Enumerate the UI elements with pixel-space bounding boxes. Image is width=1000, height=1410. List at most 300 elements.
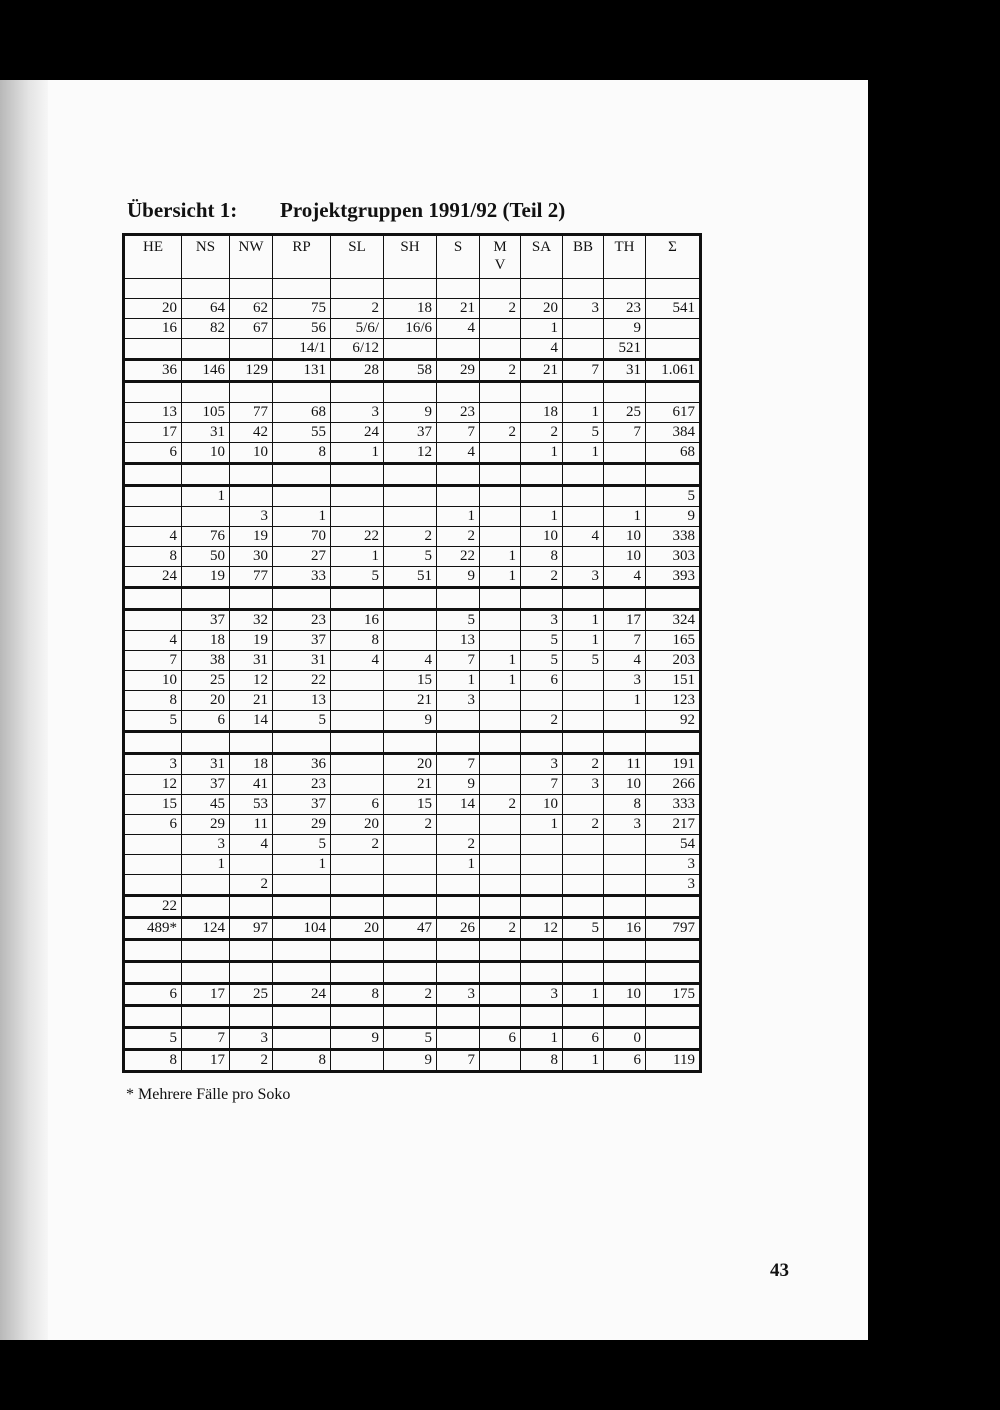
table-cell: 14 [437, 795, 480, 815]
table-cell [437, 486, 480, 507]
table-cell [521, 486, 563, 507]
table-cell: 2 [521, 423, 563, 443]
table-cell [521, 588, 563, 610]
table-cell: 5 [273, 835, 331, 855]
table-cell [273, 896, 331, 918]
table-cell [384, 339, 437, 360]
table-cell: 7 [563, 360, 604, 382]
table-cell [124, 1006, 182, 1028]
table-cell [646, 896, 701, 918]
table-cell: 37 [273, 631, 331, 651]
table-cell: 3 [437, 984, 480, 1006]
table-cell: 9 [604, 319, 646, 339]
table-cell: 19 [230, 631, 273, 651]
table-cell: 47 [384, 918, 437, 940]
table-row [124, 507, 701, 527]
table-cell [230, 1006, 273, 1028]
table-cell [124, 940, 182, 962]
table-cell [480, 631, 521, 651]
table-cell: 8 [604, 795, 646, 815]
table-cell: 3 [521, 984, 563, 1006]
table-cell: 2 [521, 567, 563, 588]
table-cell [124, 382, 182, 403]
table-cell [331, 1050, 384, 1072]
table-cell [480, 610, 521, 631]
table-cell [563, 382, 604, 403]
table-cell: 54 [646, 835, 701, 855]
table-row [124, 527, 701, 547]
table-cell: 105 [182, 403, 230, 423]
table-cell: 4 [563, 527, 604, 547]
table-cell [646, 940, 701, 962]
table-cell: 2 [521, 711, 563, 732]
table-cell: 6 [331, 795, 384, 815]
table-cell: 23 [273, 610, 331, 631]
table-cell [273, 464, 331, 486]
table-cell: 4 [331, 651, 384, 671]
table-cell [480, 896, 521, 918]
table-cell [646, 732, 701, 754]
table-cell: 1 [563, 443, 604, 464]
table-cell [273, 1028, 331, 1050]
table-cell: 3 [124, 754, 182, 775]
table-cell: 22 [124, 896, 182, 918]
table-cell: 21 [230, 691, 273, 711]
table-cell [273, 1006, 331, 1028]
table-cell: 129 [230, 360, 273, 382]
table-row [124, 631, 701, 651]
table-cell: 22 [331, 527, 384, 547]
table-cell: 31 [273, 651, 331, 671]
table-cell [604, 486, 646, 507]
table-cell [182, 940, 230, 962]
table-cell [646, 339, 701, 360]
table-cell [480, 711, 521, 732]
table-cell: 21 [437, 299, 480, 319]
table-cell: 37 [182, 610, 230, 631]
table-cell: 4 [521, 339, 563, 360]
table-cell: 8 [124, 1050, 182, 1072]
table-cell: 3 [563, 775, 604, 795]
table-cell: 68 [273, 403, 331, 423]
column-header: S [437, 235, 480, 279]
table-cell: 9 [437, 775, 480, 795]
table-cell: 131 [273, 360, 331, 382]
table-cell: 10 [124, 671, 182, 691]
table-cell: 0 [604, 1028, 646, 1050]
table-cell: 1 [182, 855, 230, 875]
table-cell [182, 339, 230, 360]
table-cell [384, 507, 437, 527]
table-cell: 37 [182, 775, 230, 795]
table-cell: 5 [331, 567, 384, 588]
table-cell [480, 464, 521, 486]
table-cell: 3 [521, 610, 563, 631]
table-cell: 20 [384, 754, 437, 775]
table-cell: 303 [646, 547, 701, 567]
table-cell: 9 [384, 711, 437, 732]
table-cell [331, 711, 384, 732]
table-cell [437, 382, 480, 403]
table-cell [480, 775, 521, 795]
table-cell [182, 896, 230, 918]
table-cell: 8 [124, 547, 182, 567]
table-row [124, 423, 701, 443]
table-cell: 5 [437, 610, 480, 631]
table-row [124, 610, 701, 631]
table-cell: 3 [437, 691, 480, 711]
table-cell [124, 486, 182, 507]
table-cell: 37 [273, 795, 331, 815]
table-cell [331, 464, 384, 486]
table-cell [563, 339, 604, 360]
table-cell: 4 [437, 443, 480, 464]
table-cell [331, 279, 384, 299]
table-cell [604, 711, 646, 732]
table-cell [437, 875, 480, 896]
table-cell [437, 339, 480, 360]
table-cell: 2 [331, 835, 384, 855]
column-header: HE [124, 235, 182, 279]
table-cell: 28 [331, 360, 384, 382]
table-cell [384, 940, 437, 962]
table-cell: 4 [604, 651, 646, 671]
table-cell: 123 [646, 691, 701, 711]
table-cell: 7 [437, 423, 480, 443]
table-cell: 42 [230, 423, 273, 443]
table-cell [124, 339, 182, 360]
column-header: NW [230, 235, 273, 279]
table-cell: 64 [182, 299, 230, 319]
table-cell [384, 962, 437, 984]
table-cell: 8 [273, 1050, 331, 1072]
table-cell [521, 835, 563, 855]
table-cell [230, 732, 273, 754]
overview-label: Übersicht 1: [127, 198, 238, 222]
table-cell: 9 [384, 1050, 437, 1072]
table-cell: 2 [480, 299, 521, 319]
table-cell: 203 [646, 651, 701, 671]
table-cell [331, 962, 384, 984]
table-cell: 5 [124, 1028, 182, 1050]
table-cell [437, 711, 480, 732]
table-cell: 10 [604, 984, 646, 1006]
table-cell [646, 1006, 701, 1028]
table-cell [182, 507, 230, 527]
table-cell [521, 1006, 563, 1028]
table-cell: 1 [563, 610, 604, 631]
table-cell [273, 962, 331, 984]
table-cell: 10 [521, 527, 563, 547]
table-cell [480, 875, 521, 896]
table-cell [437, 588, 480, 610]
table-cell: 18 [230, 754, 273, 775]
table-cell: 1 [521, 319, 563, 339]
table-cell: 1 [521, 443, 563, 464]
table-cell: 75 [273, 299, 331, 319]
table-cell [124, 588, 182, 610]
table-cell: 55 [273, 423, 331, 443]
table-cell [437, 1006, 480, 1028]
table-cell: 19 [230, 527, 273, 547]
table-cell: 1 [331, 547, 384, 567]
table-cell: 23 [273, 775, 331, 795]
table-cell: 20 [182, 691, 230, 711]
table-cell: 92 [646, 711, 701, 732]
table-cell: 15 [124, 795, 182, 815]
table-cell: 7 [521, 775, 563, 795]
table-cell [384, 631, 437, 651]
table-cell [124, 835, 182, 855]
table-cell: 4 [124, 631, 182, 651]
table-cell: 338 [646, 527, 701, 547]
table-cell: 4 [384, 651, 437, 671]
table-cell [331, 671, 384, 691]
table-cell [604, 896, 646, 918]
table-cell [480, 443, 521, 464]
table-cell [124, 732, 182, 754]
table-cell: 4 [604, 567, 646, 588]
table-cell: 16 [331, 610, 384, 631]
table-cell: 7 [182, 1028, 230, 1050]
table-cell: 175 [646, 984, 701, 1006]
table-cell: 9 [646, 507, 701, 527]
table-cell: 5 [384, 547, 437, 567]
table-cell: 21 [521, 360, 563, 382]
table-cell [480, 835, 521, 855]
table-cell: 4 [124, 527, 182, 547]
table-cell: 217 [646, 815, 701, 835]
table-row [124, 1028, 701, 1050]
table-cell: 165 [646, 631, 701, 651]
table-cell [384, 732, 437, 754]
table-cell: 77 [230, 403, 273, 423]
table-cell: 45 [182, 795, 230, 815]
table-cell: 2 [230, 875, 273, 896]
table-cell: 6 [124, 984, 182, 1006]
table-cell [331, 855, 384, 875]
table-cell [331, 940, 384, 962]
table-cell: 2 [480, 423, 521, 443]
table-cell: 25 [230, 984, 273, 1006]
table-cell [521, 855, 563, 875]
table-row [124, 795, 701, 815]
table-cell [480, 339, 521, 360]
table-cell [480, 984, 521, 1006]
table-cell [521, 732, 563, 754]
table-cell: 3 [563, 299, 604, 319]
table-cell [124, 855, 182, 875]
table-cell: 6 [124, 815, 182, 835]
table-cell: 9 [437, 567, 480, 588]
table-cell [646, 1028, 701, 1050]
table-cell [604, 588, 646, 610]
table-cell [124, 875, 182, 896]
table-cell: 10 [230, 443, 273, 464]
table-cell [563, 588, 604, 610]
table-cell: 97 [230, 918, 273, 940]
table-cell: 53 [230, 795, 273, 815]
table-cell: 6 [563, 1028, 604, 1050]
table-cell: 3 [563, 567, 604, 588]
table-cell: 1 [182, 486, 230, 507]
table-cell: 62 [230, 299, 273, 319]
table-cell [480, 940, 521, 962]
table-cell: 13 [437, 631, 480, 651]
table-cell [182, 464, 230, 486]
table-cell: 8 [521, 547, 563, 567]
table-cell: 26 [437, 918, 480, 940]
table-row [124, 486, 701, 507]
table-cell: 191 [646, 754, 701, 775]
table-cell [480, 1006, 521, 1028]
table-cell [384, 875, 437, 896]
table-cell: 16/6 [384, 319, 437, 339]
table-cell: 18 [521, 403, 563, 423]
table-row [124, 443, 701, 464]
column-header: SA [521, 235, 563, 279]
table-cell: 1 [437, 507, 480, 527]
table-cell [646, 279, 701, 299]
table-cell [182, 588, 230, 610]
table-cell [124, 279, 182, 299]
table-cell: 3 [230, 507, 273, 527]
table-cell [230, 855, 273, 875]
table-cell: 8 [124, 691, 182, 711]
table-row [124, 403, 701, 423]
table-cell [230, 464, 273, 486]
table-cell: 3 [604, 671, 646, 691]
table-cell: 1 [563, 1050, 604, 1072]
table-cell [646, 588, 701, 610]
table-cell: 5/6/ [331, 319, 384, 339]
table-cell [230, 962, 273, 984]
table-cell [124, 464, 182, 486]
table-cell [182, 875, 230, 896]
table-cell: 489* [124, 918, 182, 940]
table-cell [563, 671, 604, 691]
table-cell: 2 [480, 360, 521, 382]
table-cell: 541 [646, 299, 701, 319]
table-cell: 3 [646, 855, 701, 875]
table-cell [273, 382, 331, 403]
table-cell [604, 382, 646, 403]
table-cell: 51 [384, 567, 437, 588]
table-cell [437, 940, 480, 962]
table-cell [604, 732, 646, 754]
table-cell [521, 382, 563, 403]
table-cell [646, 382, 701, 403]
column-header: RP [273, 235, 331, 279]
table-cell [331, 507, 384, 527]
table-row [124, 279, 701, 299]
footnote: * Mehrere Fälle pro Soko [126, 1086, 291, 1103]
table-cell: 20 [331, 815, 384, 835]
table-cell: 6 [480, 1028, 521, 1050]
table-cell: 6 [604, 1050, 646, 1072]
table-cell: 56 [273, 319, 331, 339]
column-header: SH [384, 235, 437, 279]
table-cell [230, 588, 273, 610]
table-cell [563, 732, 604, 754]
table-cell: 5 [384, 1028, 437, 1050]
table-cell: 16 [124, 319, 182, 339]
table-cell: 12 [230, 671, 273, 691]
table-cell: 617 [646, 403, 701, 423]
table-cell: 36 [124, 360, 182, 382]
table-cell: 20 [331, 918, 384, 940]
table-cell: 10 [604, 775, 646, 795]
table-cell: 11 [604, 754, 646, 775]
table-cell [604, 443, 646, 464]
table-cell [604, 855, 646, 875]
table-row [124, 464, 701, 486]
table-cell [182, 732, 230, 754]
table-cell: 27 [273, 547, 331, 567]
table-row [124, 651, 701, 671]
table-cell: 1 [480, 651, 521, 671]
table-cell: 15 [384, 795, 437, 815]
table-cell: 11 [230, 815, 273, 835]
table-cell [480, 507, 521, 527]
table-cell [480, 962, 521, 984]
table-cell [437, 732, 480, 754]
table-cell [480, 691, 521, 711]
table-cell: 32 [230, 610, 273, 631]
table-cell [182, 1006, 230, 1028]
table-cell: 41 [230, 775, 273, 795]
table-cell [521, 464, 563, 486]
table-cell [384, 464, 437, 486]
table-cell: 8 [273, 443, 331, 464]
table-cell [480, 588, 521, 610]
table-cell [182, 279, 230, 299]
table-cell [273, 732, 331, 754]
table-cell: 5 [563, 918, 604, 940]
table-cell [480, 382, 521, 403]
table-cell [563, 896, 604, 918]
table-cell: 124 [182, 918, 230, 940]
table-row [124, 547, 701, 567]
page-title: Projektgruppen 1991/92 (Teil 2) [280, 198, 566, 222]
table-cell [604, 940, 646, 962]
table-row [124, 835, 701, 855]
table-cell [563, 691, 604, 711]
table-cell: 13 [124, 403, 182, 423]
table-row [124, 775, 701, 795]
table-cell [437, 279, 480, 299]
table-cell [480, 486, 521, 507]
table-row [124, 711, 701, 732]
table-cell: 17 [604, 610, 646, 631]
table-cell: 6/12 [331, 339, 384, 360]
column-header: TH [604, 235, 646, 279]
table-cell: 2 [230, 1050, 273, 1072]
table-cell: 2 [384, 527, 437, 547]
table-cell: 25 [182, 671, 230, 691]
table-cell [273, 588, 331, 610]
table-cell [230, 279, 273, 299]
table-cell: 1 [521, 507, 563, 527]
table-cell [437, 464, 480, 486]
table-cell [563, 795, 604, 815]
book-page [0, 80, 868, 1340]
table-cell [124, 610, 182, 631]
table-cell [384, 896, 437, 918]
table-cell [230, 382, 273, 403]
table-cell: 37 [384, 423, 437, 443]
table-cell: 18 [384, 299, 437, 319]
